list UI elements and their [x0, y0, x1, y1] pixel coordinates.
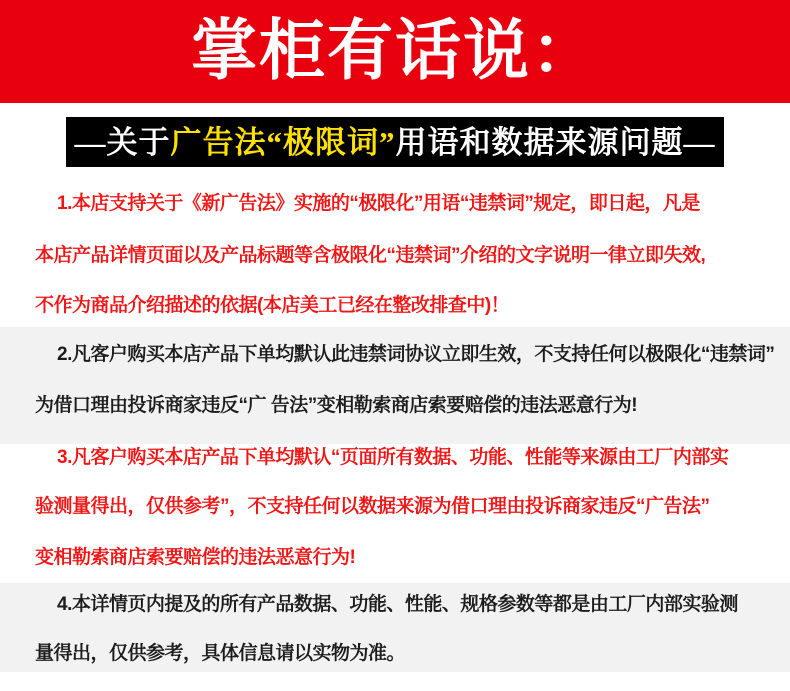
- notice-p3-line1: 3.凡客户购买本店产品下单均默认“页面所有数据、功能、性能等来源由工厂内部实: [57, 447, 729, 468]
- notice-p1-line1: 1.本店支持关于《新广告法》实施的“极限化”用语“违禁词”规定，即日起，凡是: [57, 193, 700, 214]
- subtitle-bar: [66, 117, 724, 167]
- notice-p2-line2: 为借口理由投诉商家违反“广 告法”变相勒索商店索要赔偿的违法恶意行为!: [35, 395, 638, 416]
- subtitle-segment-right: 用语和数据来源问题—: [395, 124, 716, 160]
- notice-p2-line1: 2.凡客户购买本店产品下单均默认此违禁词协议立即生效，不支持任何以极限化“违禁词”: [57, 344, 775, 365]
- subtitle-text: [74, 124, 716, 160]
- notice-p4-line2: 量得出，仅供参考，具体信息请以实物为准。: [35, 643, 406, 664]
- notice-p1-line2: 本店产品详情页面以及产品标题等含极限化“违禁词”介绍的文字说明一律立即失效,: [35, 245, 706, 266]
- subtitle-segment-highlight: 广告法“极限词”: [170, 124, 396, 160]
- page-title: 掌柜有话说：: [191, 14, 599, 88]
- notice-p1-line3: 不作为商品介绍描述的依据(本店美工已经在整改排查中)！: [35, 295, 510, 316]
- top-banner: [0, 0, 790, 103]
- subtitle-segment-left: —关于: [74, 124, 171, 160]
- notice-p4-line1: 4.本详情页内提及的所有产品数据、功能、性能、规格参数等都是由工厂内部实验测: [57, 594, 738, 615]
- notice-p3-line3: 变相勒索商店索要赔偿的违法恶意行为!: [35, 547, 356, 568]
- notice-p3-line2: 验测量得出，仅供参考”，不支持任何以数据来源为借口理由投诉商家违反“广告法”: [35, 496, 710, 517]
